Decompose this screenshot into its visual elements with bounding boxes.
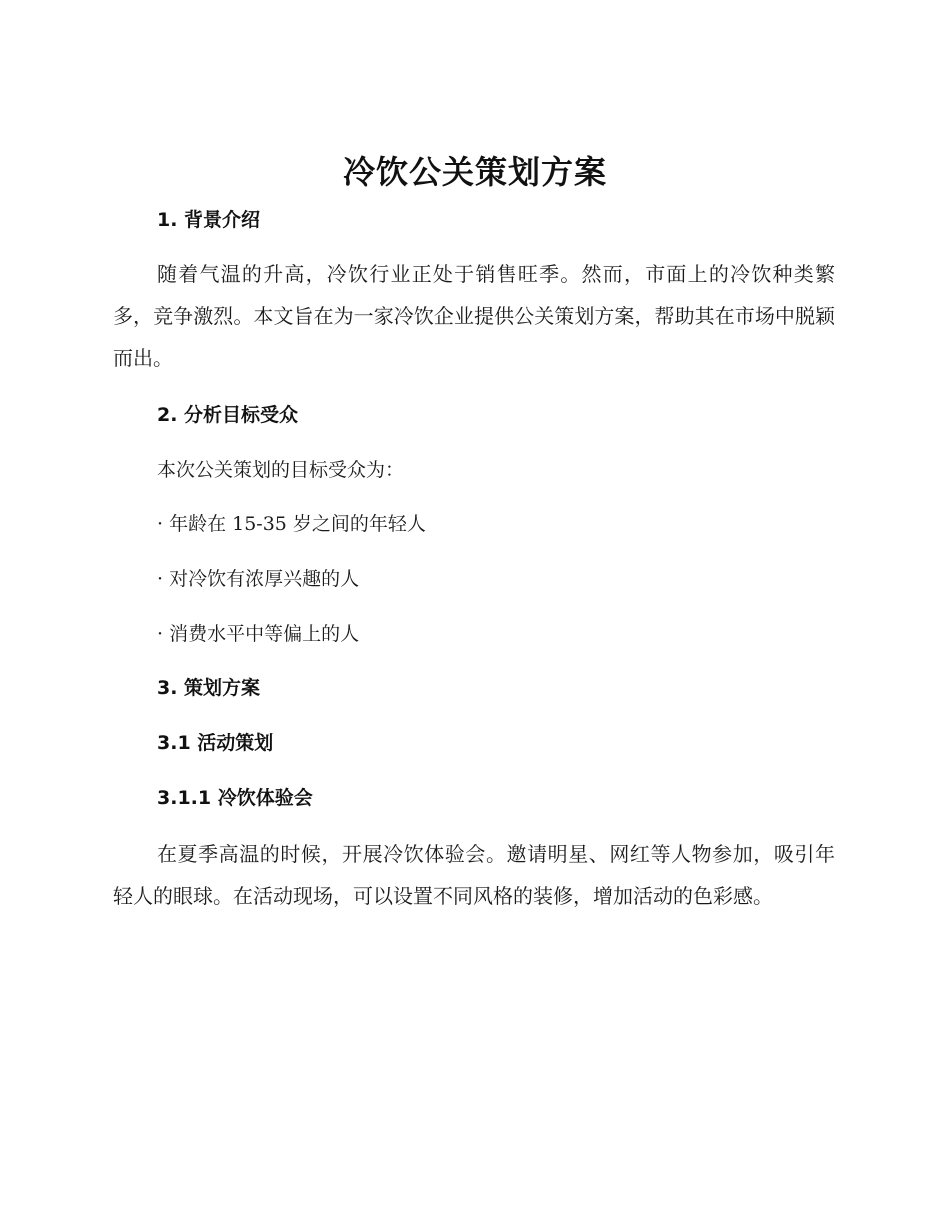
list-item: · 年龄在 15-35 岁之间的年轻人 <box>157 513 426 535</box>
list-item: · 对冷饮有浓厚兴趣的人 <box>157 568 360 590</box>
list-item: · 消费水平中等偏上的人 <box>157 623 360 645</box>
paragraph-background: 随着气温的升高，冷饮行业正处于销售旺季。然而，市面上的冷饮种类繁多，竞争激烈。本文旨在为一家冷饮企业提供公关策划方案，帮助其在市场中脱颖而出。 <box>113 262 835 370</box>
document-title: 冷饮公关策划方案 <box>342 153 607 191</box>
subsubsection-heading-tasting-event: 3.1.1 冷饮体验会 <box>157 787 313 809</box>
section-heading-background: 1. 背景介绍 <box>157 209 261 231</box>
audience-intro-text: 本次公关策划的目标受众为： <box>157 459 405 481</box>
paragraph-tasting-event: 在夏季高温的时候，开展冷饮体验会。邀请明星、网红等人物参加，吸引年轻人的眼球。在活动现场，可以设置不同风格的装修，增加活动的色彩感。 <box>113 842 835 908</box>
section-heading-audience: 2. 分析目标受众 <box>157 404 299 426</box>
subsection-heading-activities: 3.1 活动策划 <box>157 732 274 754</box>
section-heading-plan: 3. 策划方案 <box>157 677 261 699</box>
